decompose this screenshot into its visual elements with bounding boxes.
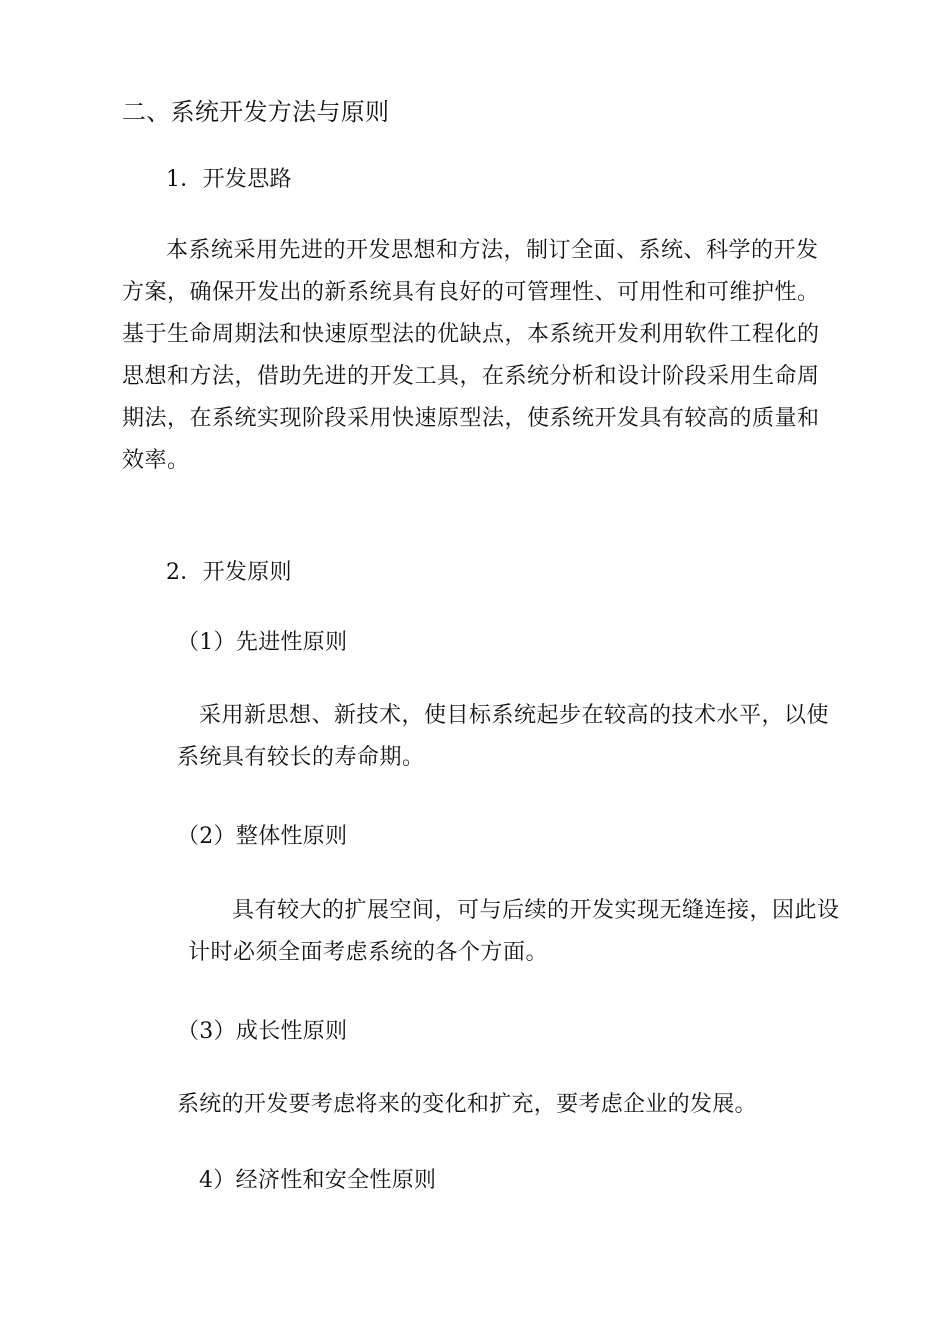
principle-2-heading: （2）整体性原则 [177,824,348,849]
paragraph-line: 系统具有较长的寿命期。 [177,745,425,770]
paragraph-line: 基于生命周期法和快速原型法的优缺点，本系统开发利用软件工程化的 [122,322,820,347]
subsection-1-paragraph [122,230,820,482]
paragraph-line: 方案，确保开发出的新系统具有良好的可管理性、可用性和可维护性。 [122,280,820,305]
principle-4-heading: 4）经济性和安全性原则 [199,1168,437,1193]
principle-3-heading: （3）成长性原则 [177,1019,348,1044]
paragraph-line: 具有较大的扩展空间，可与后续的开发实现无缝连接，因此设 [232,898,840,923]
paragraph-line: 计时必须全面考虑系统的各个方面。 [188,940,549,965]
paragraph-line: 期法，在系统实现阶段采用快速原型法，使系统开发具有较高的质量和 [122,406,820,431]
principle-2-paragraph [188,890,840,974]
principle-1-paragraph [177,695,829,779]
subsection-heading-2: 2．开发原则 [166,560,292,585]
paragraph-line: 采用新思想、新技术，使目标系统起步在较高的技术水平，以使 [199,703,830,728]
principle-3-paragraph: 系统的开发要考虑将来的变化和扩充，要考虑企业的发展。 [177,1092,757,1117]
section-title: 二、系统开发方法与原则 [122,98,390,126]
paragraph-line: 本系统采用先进的开发思想和方法，制订全面、系统、科学的开发 [166,238,819,263]
paragraph-line: 效率。 [122,448,190,473]
principle-1-heading: （1）先进性原则 [177,630,348,655]
paragraph-line: 思想和方法，借助先进的开发工具，在系统分析和设计阶段采用生命周 [122,364,820,389]
subsection-heading-1: 1．开发思路 [166,167,292,192]
